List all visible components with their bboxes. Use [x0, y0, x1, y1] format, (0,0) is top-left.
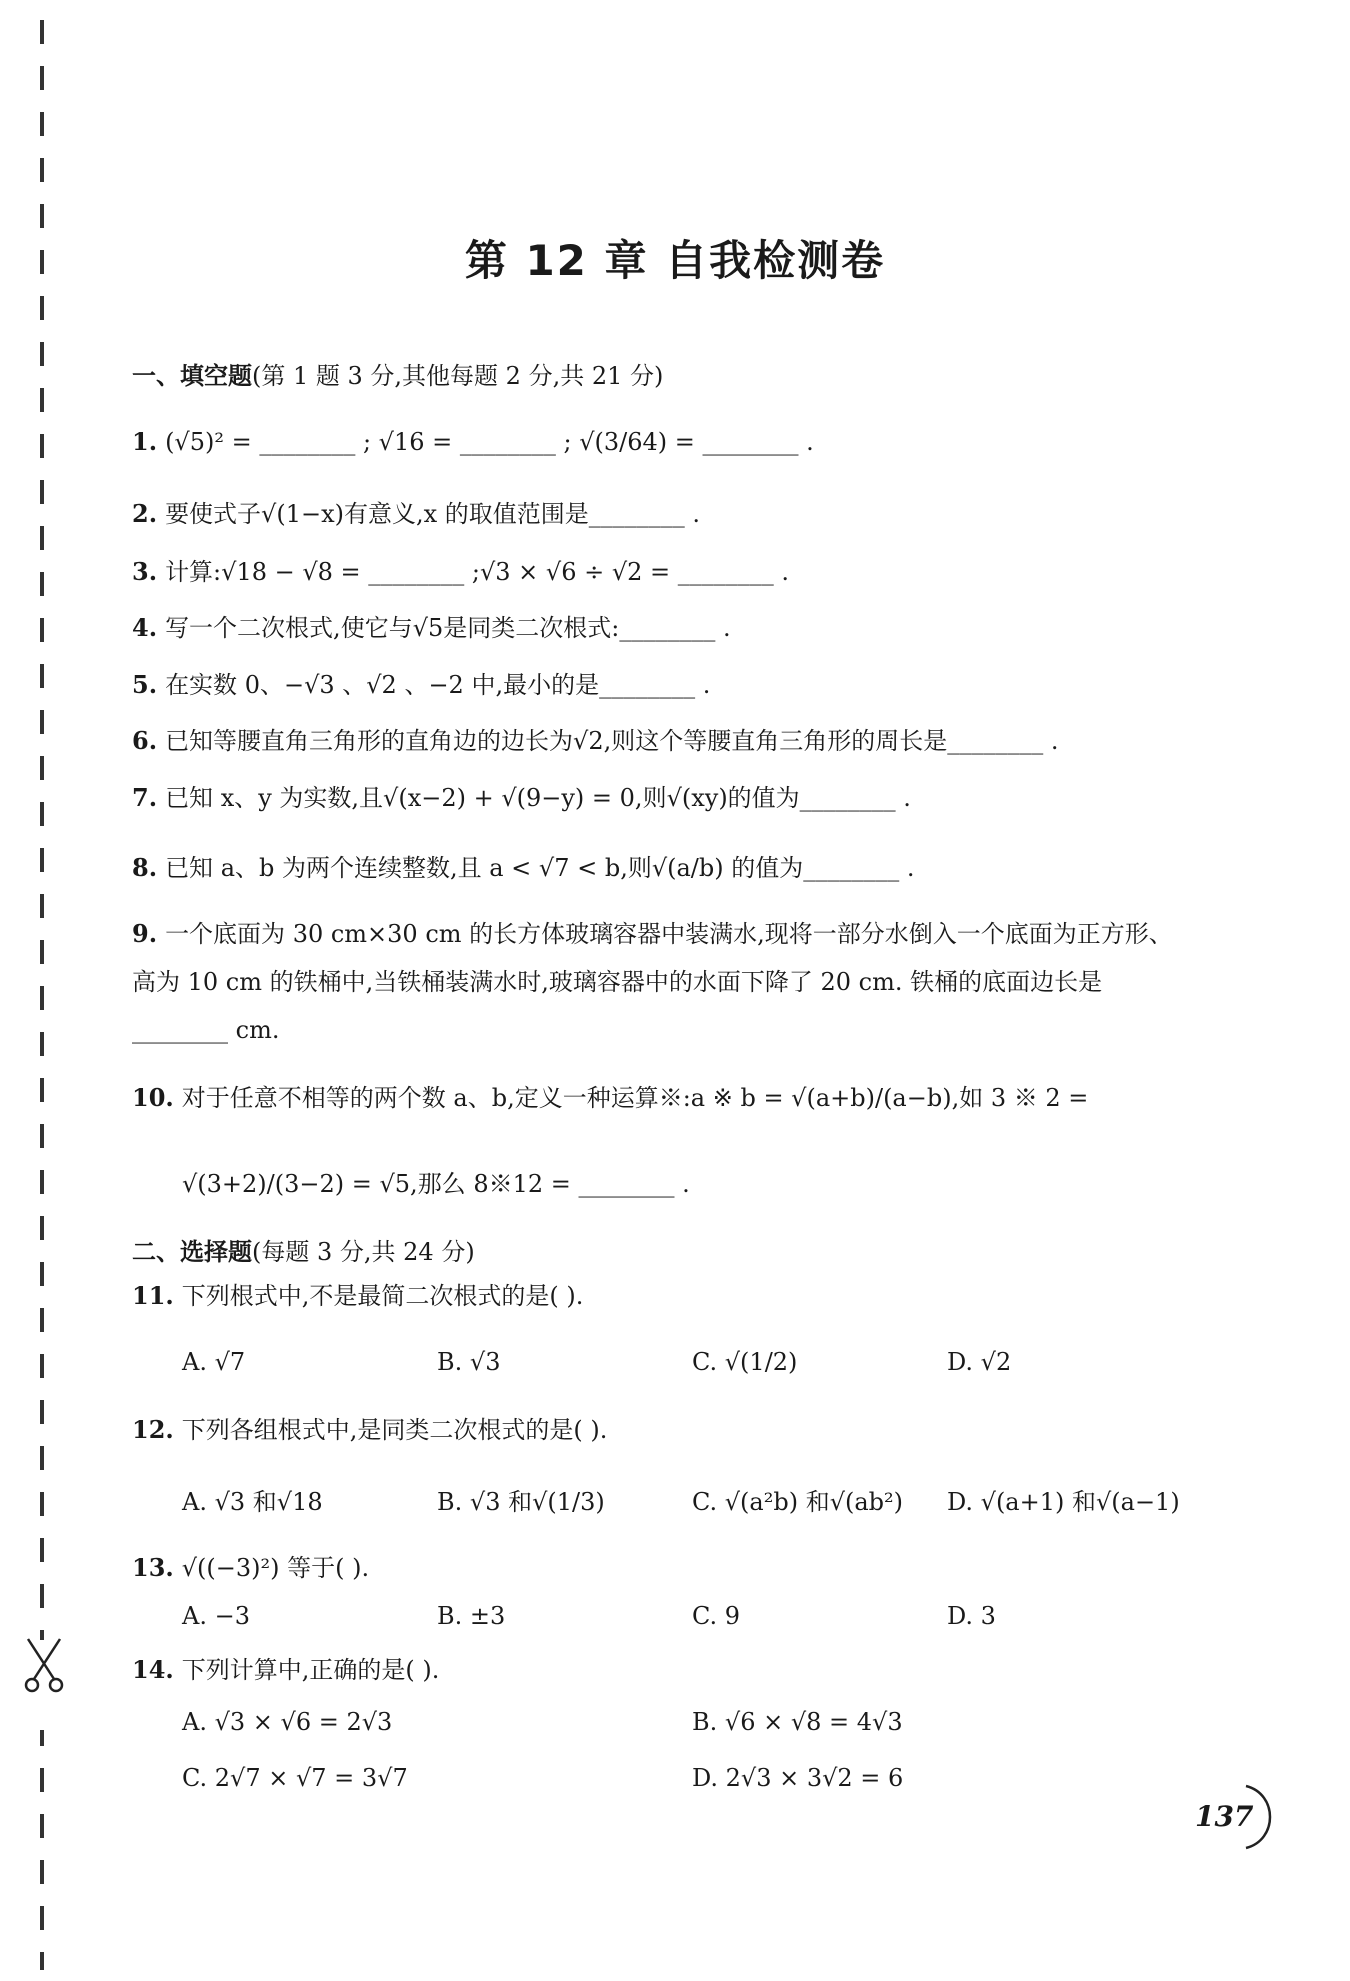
option-c[interactable]: C. √(1/2): [692, 1348, 798, 1376]
question-5: 5. 在实数 0、−√3 、√2 、−2 中,最小的是________ .: [132, 670, 711, 699]
question-13: 13. √((−3)²) 等于( ).: [132, 1553, 370, 1582]
page-number: 137: [1195, 1800, 1254, 1833]
question-8: 8. 已知 a、b 为两个连续整数,且 a < √7 < b,则√(a/b) 的值为________ .: [132, 853, 915, 882]
section-heading-choice: 二、选择题(每题 3 分,共 24 分): [132, 1238, 475, 1266]
page-number-arc-icon: [1240, 1782, 1280, 1852]
option-a[interactable]: A. √3 和√18: [182, 1488, 323, 1516]
option-b[interactable]: B. √3: [437, 1348, 501, 1376]
option-d[interactable]: D. √(a+1) 和√(a−1): [947, 1488, 1180, 1516]
question-14: 14. 下列计算中,正确的是( ).: [132, 1655, 440, 1684]
option-b[interactable]: B. √3 和√(1/3): [437, 1488, 605, 1516]
option-b[interactable]: B. ±3: [437, 1602, 506, 1630]
page-title: 第 12 章 自我检测卷: [464, 236, 886, 285]
option-d[interactable]: D. 3: [947, 1602, 996, 1630]
option-d[interactable]: D. 2√3 × 3√2 = 6: [692, 1764, 904, 1792]
option-b[interactable]: B. √6 × √8 = 4√3: [692, 1708, 903, 1736]
question-7: 7. 已知 x、y 为实数,且√(x−2) + √(9−y) = 0,则√(xy)的值为________ .: [132, 783, 911, 812]
question-10-cont: √(3+2)/(3−2) = √5,那么 8※12 = ________ .: [182, 1170, 690, 1198]
section-heading-fill: 一、填空题(第 1 题 3 分,其他每题 2 分,共 21 分): [132, 362, 664, 390]
option-a[interactable]: A. −3: [182, 1602, 250, 1630]
option-a[interactable]: A. √3 × √6 = 2√3: [182, 1708, 393, 1736]
question-10: 10. 对于任意不相等的两个数 a、b,定义一种运算※:a ※ b = √(a+b)/(a−b),如 3 ※ 2 =: [132, 1083, 1089, 1112]
question-1: 1. (√5)² = ________ ; √16 = ________ ; √(3/64) = ________ .: [132, 427, 814, 456]
option-c[interactable]: C. √(a²b) 和√(ab²): [692, 1488, 904, 1516]
option-c[interactable]: C. 9: [692, 1602, 741, 1630]
question-12: 12. 下列各组根式中,是同类二次根式的是( ).: [132, 1415, 608, 1444]
question-11: 11. 下列根式中,不是最简二次根式的是( ).: [132, 1281, 584, 1310]
question-9: 9. 一个底面为 30 cm×30 cm 的长方体玻璃容器中装满水,现将一部分水倒入一个底面为正方形、高为 10 cm 的铁桶中,当铁桶装满水时,玻璃容器中的水面下降了 20 cm. 铁桶的底面边长是________ cm.: [132, 919, 1173, 1044]
option-c[interactable]: C. 2√7 × √7 = 3√7: [182, 1764, 408, 1792]
question-2: 2. 要使式子√(1−x)有意义,x 的取值范围是________ .: [132, 499, 701, 528]
option-a[interactable]: A. √7: [182, 1348, 246, 1376]
question-4: 4. 写一个二次根式,使它与√5是同类二次根式:________ .: [132, 613, 731, 642]
question-6: 6. 已知等腰直角三角形的直角边的边长为√2,则这个等腰直角三角形的周长是________ .: [132, 726, 1059, 755]
question-3: 3. 计算:√18 − √8 = ________ ;√3 × √6 ÷ √2 = ________ .: [132, 557, 790, 586]
scissors-icon: [22, 1635, 66, 1695]
option-d[interactable]: D. √2: [947, 1348, 1012, 1376]
